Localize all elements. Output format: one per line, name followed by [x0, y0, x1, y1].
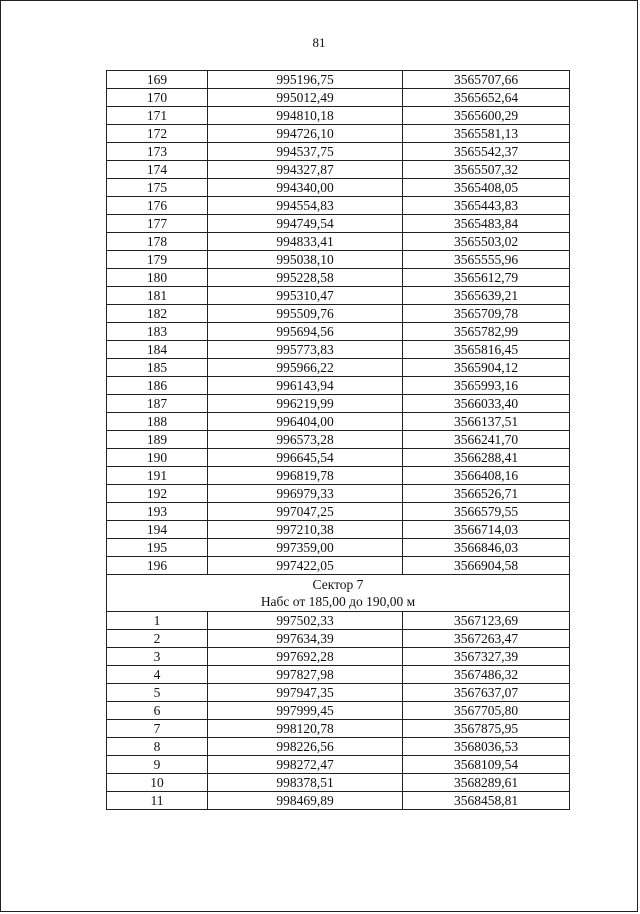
point-number-cell: 190	[107, 449, 208, 467]
y-coordinate-cell: 3565581,13	[403, 125, 570, 143]
y-coordinate-cell: 3566904,58	[403, 557, 570, 575]
y-coordinate-cell: 3566137,51	[403, 413, 570, 431]
table-row	[107, 341, 570, 359]
y-coordinate-cell: 3565600,29	[403, 107, 570, 125]
y-coordinate-cell: 3565542,37	[403, 143, 570, 161]
table-row	[107, 305, 570, 323]
x-coordinate-cell: 996143,94	[208, 377, 403, 395]
point-number-cell: 170	[107, 89, 208, 107]
point-number-cell: 183	[107, 323, 208, 341]
point-number-cell: 176	[107, 197, 208, 215]
y-coordinate-cell: 3567123,69	[403, 612, 570, 630]
x-coordinate-cell: 997047,25	[208, 503, 403, 521]
table-row	[107, 71, 570, 89]
x-coordinate-cell: 996645,54	[208, 449, 403, 467]
point-number-cell: 174	[107, 161, 208, 179]
x-coordinate-cell: 995038,10	[208, 251, 403, 269]
section-subtitle: Набс от 185,00 до 190,00 м	[260, 594, 416, 609]
table-row	[107, 269, 570, 287]
x-coordinate-cell: 994340,00	[208, 179, 403, 197]
point-number-cell: 189	[107, 431, 208, 449]
y-coordinate-cell: 3565503,02	[403, 233, 570, 251]
table-row	[107, 323, 570, 341]
y-coordinate-cell: 3565639,21	[403, 287, 570, 305]
x-coordinate-cell: 997827,98	[208, 666, 403, 684]
table-row	[107, 125, 570, 143]
point-number-cell: 192	[107, 485, 208, 503]
table-row	[107, 449, 570, 467]
point-number-cell: 4	[107, 666, 208, 684]
y-coordinate-cell: 3566241,70	[403, 431, 570, 449]
point-number-cell: 169	[107, 71, 208, 89]
section-header	[107, 575, 570, 612]
point-number-cell: 185	[107, 359, 208, 377]
table-row	[107, 197, 570, 215]
y-coordinate-cell: 3565816,45	[403, 341, 570, 359]
y-coordinate-cell: 3565707,66	[403, 71, 570, 89]
y-coordinate-cell: 3568458,81	[403, 792, 570, 810]
point-number-cell: 191	[107, 467, 208, 485]
section-title: Сектор 7	[312, 577, 364, 592]
point-number-cell: 10	[107, 774, 208, 792]
x-coordinate-cell: 995966,22	[208, 359, 403, 377]
x-coordinate-cell: 996404,00	[208, 413, 403, 431]
y-coordinate-cell: 3567327,39	[403, 648, 570, 666]
table-row	[107, 612, 570, 630]
x-coordinate-cell: 997422,05	[208, 557, 403, 575]
table-row	[107, 395, 570, 413]
x-coordinate-cell: 994327,87	[208, 161, 403, 179]
x-coordinate-cell: 996219,99	[208, 395, 403, 413]
table-row	[107, 702, 570, 720]
table-row	[107, 503, 570, 521]
table-row	[107, 467, 570, 485]
table-row	[107, 521, 570, 539]
table-row	[107, 143, 570, 161]
y-coordinate-cell: 3567875,95	[403, 720, 570, 738]
y-coordinate-cell: 3565993,16	[403, 377, 570, 395]
x-coordinate-cell: 998272,47	[208, 756, 403, 774]
table-row	[107, 756, 570, 774]
point-number-cell: 194	[107, 521, 208, 539]
y-coordinate-cell: 3567486,32	[403, 666, 570, 684]
table-row	[107, 251, 570, 269]
x-coordinate-cell: 998226,56	[208, 738, 403, 756]
point-number-cell: 181	[107, 287, 208, 305]
x-coordinate-cell: 996979,33	[208, 485, 403, 503]
table-row	[107, 413, 570, 431]
section-header-group	[107, 575, 570, 612]
point-number-cell: 6	[107, 702, 208, 720]
table-row	[107, 557, 570, 575]
x-coordinate-cell: 995196,75	[208, 71, 403, 89]
y-coordinate-cell: 3566526,71	[403, 485, 570, 503]
coordinates-table	[106, 70, 570, 810]
y-coordinate-cell: 3567637,07	[403, 684, 570, 702]
point-number-cell: 173	[107, 143, 208, 161]
table-row	[107, 666, 570, 684]
y-coordinate-cell: 3565555,96	[403, 251, 570, 269]
x-coordinate-cell: 998120,78	[208, 720, 403, 738]
y-coordinate-cell: 3565612,79	[403, 269, 570, 287]
table-row	[107, 648, 570, 666]
point-number-cell: 188	[107, 413, 208, 431]
y-coordinate-cell: 3565408,05	[403, 179, 570, 197]
table-row	[107, 179, 570, 197]
y-coordinate-cell: 3566579,55	[403, 503, 570, 521]
x-coordinate-cell: 997634,39	[208, 630, 403, 648]
x-coordinate-cell: 996573,28	[208, 431, 403, 449]
y-coordinate-cell: 3565443,83	[403, 197, 570, 215]
point-number-cell: 3	[107, 648, 208, 666]
table-row	[107, 738, 570, 756]
table-row	[107, 359, 570, 377]
point-number-cell: 1	[107, 612, 208, 630]
x-coordinate-cell: 997692,28	[208, 648, 403, 666]
section-header-row	[107, 575, 570, 612]
table-row	[107, 431, 570, 449]
point-number-cell: 5	[107, 684, 208, 702]
x-coordinate-cell: 994726,10	[208, 125, 403, 143]
point-number-cell: 182	[107, 305, 208, 323]
y-coordinate-cell: 3567705,80	[403, 702, 570, 720]
point-number-cell: 175	[107, 179, 208, 197]
table-row	[107, 630, 570, 648]
x-coordinate-cell: 995012,49	[208, 89, 403, 107]
x-coordinate-cell: 997210,38	[208, 521, 403, 539]
table-row	[107, 684, 570, 702]
point-number-cell: 179	[107, 251, 208, 269]
table-row	[107, 720, 570, 738]
x-coordinate-cell: 995509,76	[208, 305, 403, 323]
point-number-cell: 7	[107, 720, 208, 738]
point-number-cell: 178	[107, 233, 208, 251]
y-coordinate-cell: 3566714,03	[403, 521, 570, 539]
table-row	[107, 233, 570, 251]
y-coordinate-cell: 3565709,78	[403, 305, 570, 323]
point-number-cell: 184	[107, 341, 208, 359]
point-number-cell: 11	[107, 792, 208, 810]
point-number-cell: 195	[107, 539, 208, 557]
table-row	[107, 89, 570, 107]
x-coordinate-cell: 995310,47	[208, 287, 403, 305]
table-row	[107, 485, 570, 503]
x-coordinate-cell: 998378,51	[208, 774, 403, 792]
y-coordinate-cell: 3568036,53	[403, 738, 570, 756]
point-number-cell: 172	[107, 125, 208, 143]
y-coordinate-cell: 3565782,99	[403, 323, 570, 341]
y-coordinate-cell: 3568109,54	[403, 756, 570, 774]
table-row	[107, 774, 570, 792]
point-number-cell: 177	[107, 215, 208, 233]
point-number-cell: 180	[107, 269, 208, 287]
page-number: 81	[312, 35, 326, 50]
x-coordinate-cell: 994749,54	[208, 215, 403, 233]
point-number-cell: 196	[107, 557, 208, 575]
table-row	[107, 539, 570, 557]
y-coordinate-cell: 3566846,03	[403, 539, 570, 557]
table-row	[107, 287, 570, 305]
table-row	[107, 377, 570, 395]
table-row	[107, 792, 570, 810]
point-number-cell: 9	[107, 756, 208, 774]
point-number-cell: 193	[107, 503, 208, 521]
x-coordinate-cell: 994833,41	[208, 233, 403, 251]
table-row	[107, 161, 570, 179]
x-coordinate-cell: 994554,83	[208, 197, 403, 215]
x-coordinate-cell: 997502,33	[208, 612, 403, 630]
y-coordinate-cell: 3568289,61	[403, 774, 570, 792]
y-coordinate-cell: 3565507,32	[403, 161, 570, 179]
x-coordinate-cell: 995228,58	[208, 269, 403, 287]
point-number-cell: 2	[107, 630, 208, 648]
y-coordinate-cell: 3567263,47	[403, 630, 570, 648]
y-coordinate-cell: 3566408,16	[403, 467, 570, 485]
y-coordinate-cell: 3565483,84	[403, 215, 570, 233]
y-coordinate-cell: 3566288,41	[403, 449, 570, 467]
table-body-lower	[107, 612, 570, 810]
x-coordinate-cell: 997947,35	[208, 684, 403, 702]
x-coordinate-cell: 998469,89	[208, 792, 403, 810]
point-number-cell: 8	[107, 738, 208, 756]
x-coordinate-cell: 996819,78	[208, 467, 403, 485]
x-coordinate-cell: 997359,00	[208, 539, 403, 557]
x-coordinate-cell: 997999,45	[208, 702, 403, 720]
x-coordinate-cell: 995773,83	[208, 341, 403, 359]
table-row	[107, 107, 570, 125]
y-coordinate-cell: 3565904,12	[403, 359, 570, 377]
point-number-cell: 186	[107, 377, 208, 395]
point-number-cell: 171	[107, 107, 208, 125]
point-number-cell: 187	[107, 395, 208, 413]
y-coordinate-cell: 3566033,40	[403, 395, 570, 413]
x-coordinate-cell: 995694,56	[208, 323, 403, 341]
x-coordinate-cell: 994537,75	[208, 143, 403, 161]
y-coordinate-cell: 3565652,64	[403, 89, 570, 107]
x-coordinate-cell: 994810,18	[208, 107, 403, 125]
table-body-upper	[107, 71, 570, 575]
table-row	[107, 215, 570, 233]
